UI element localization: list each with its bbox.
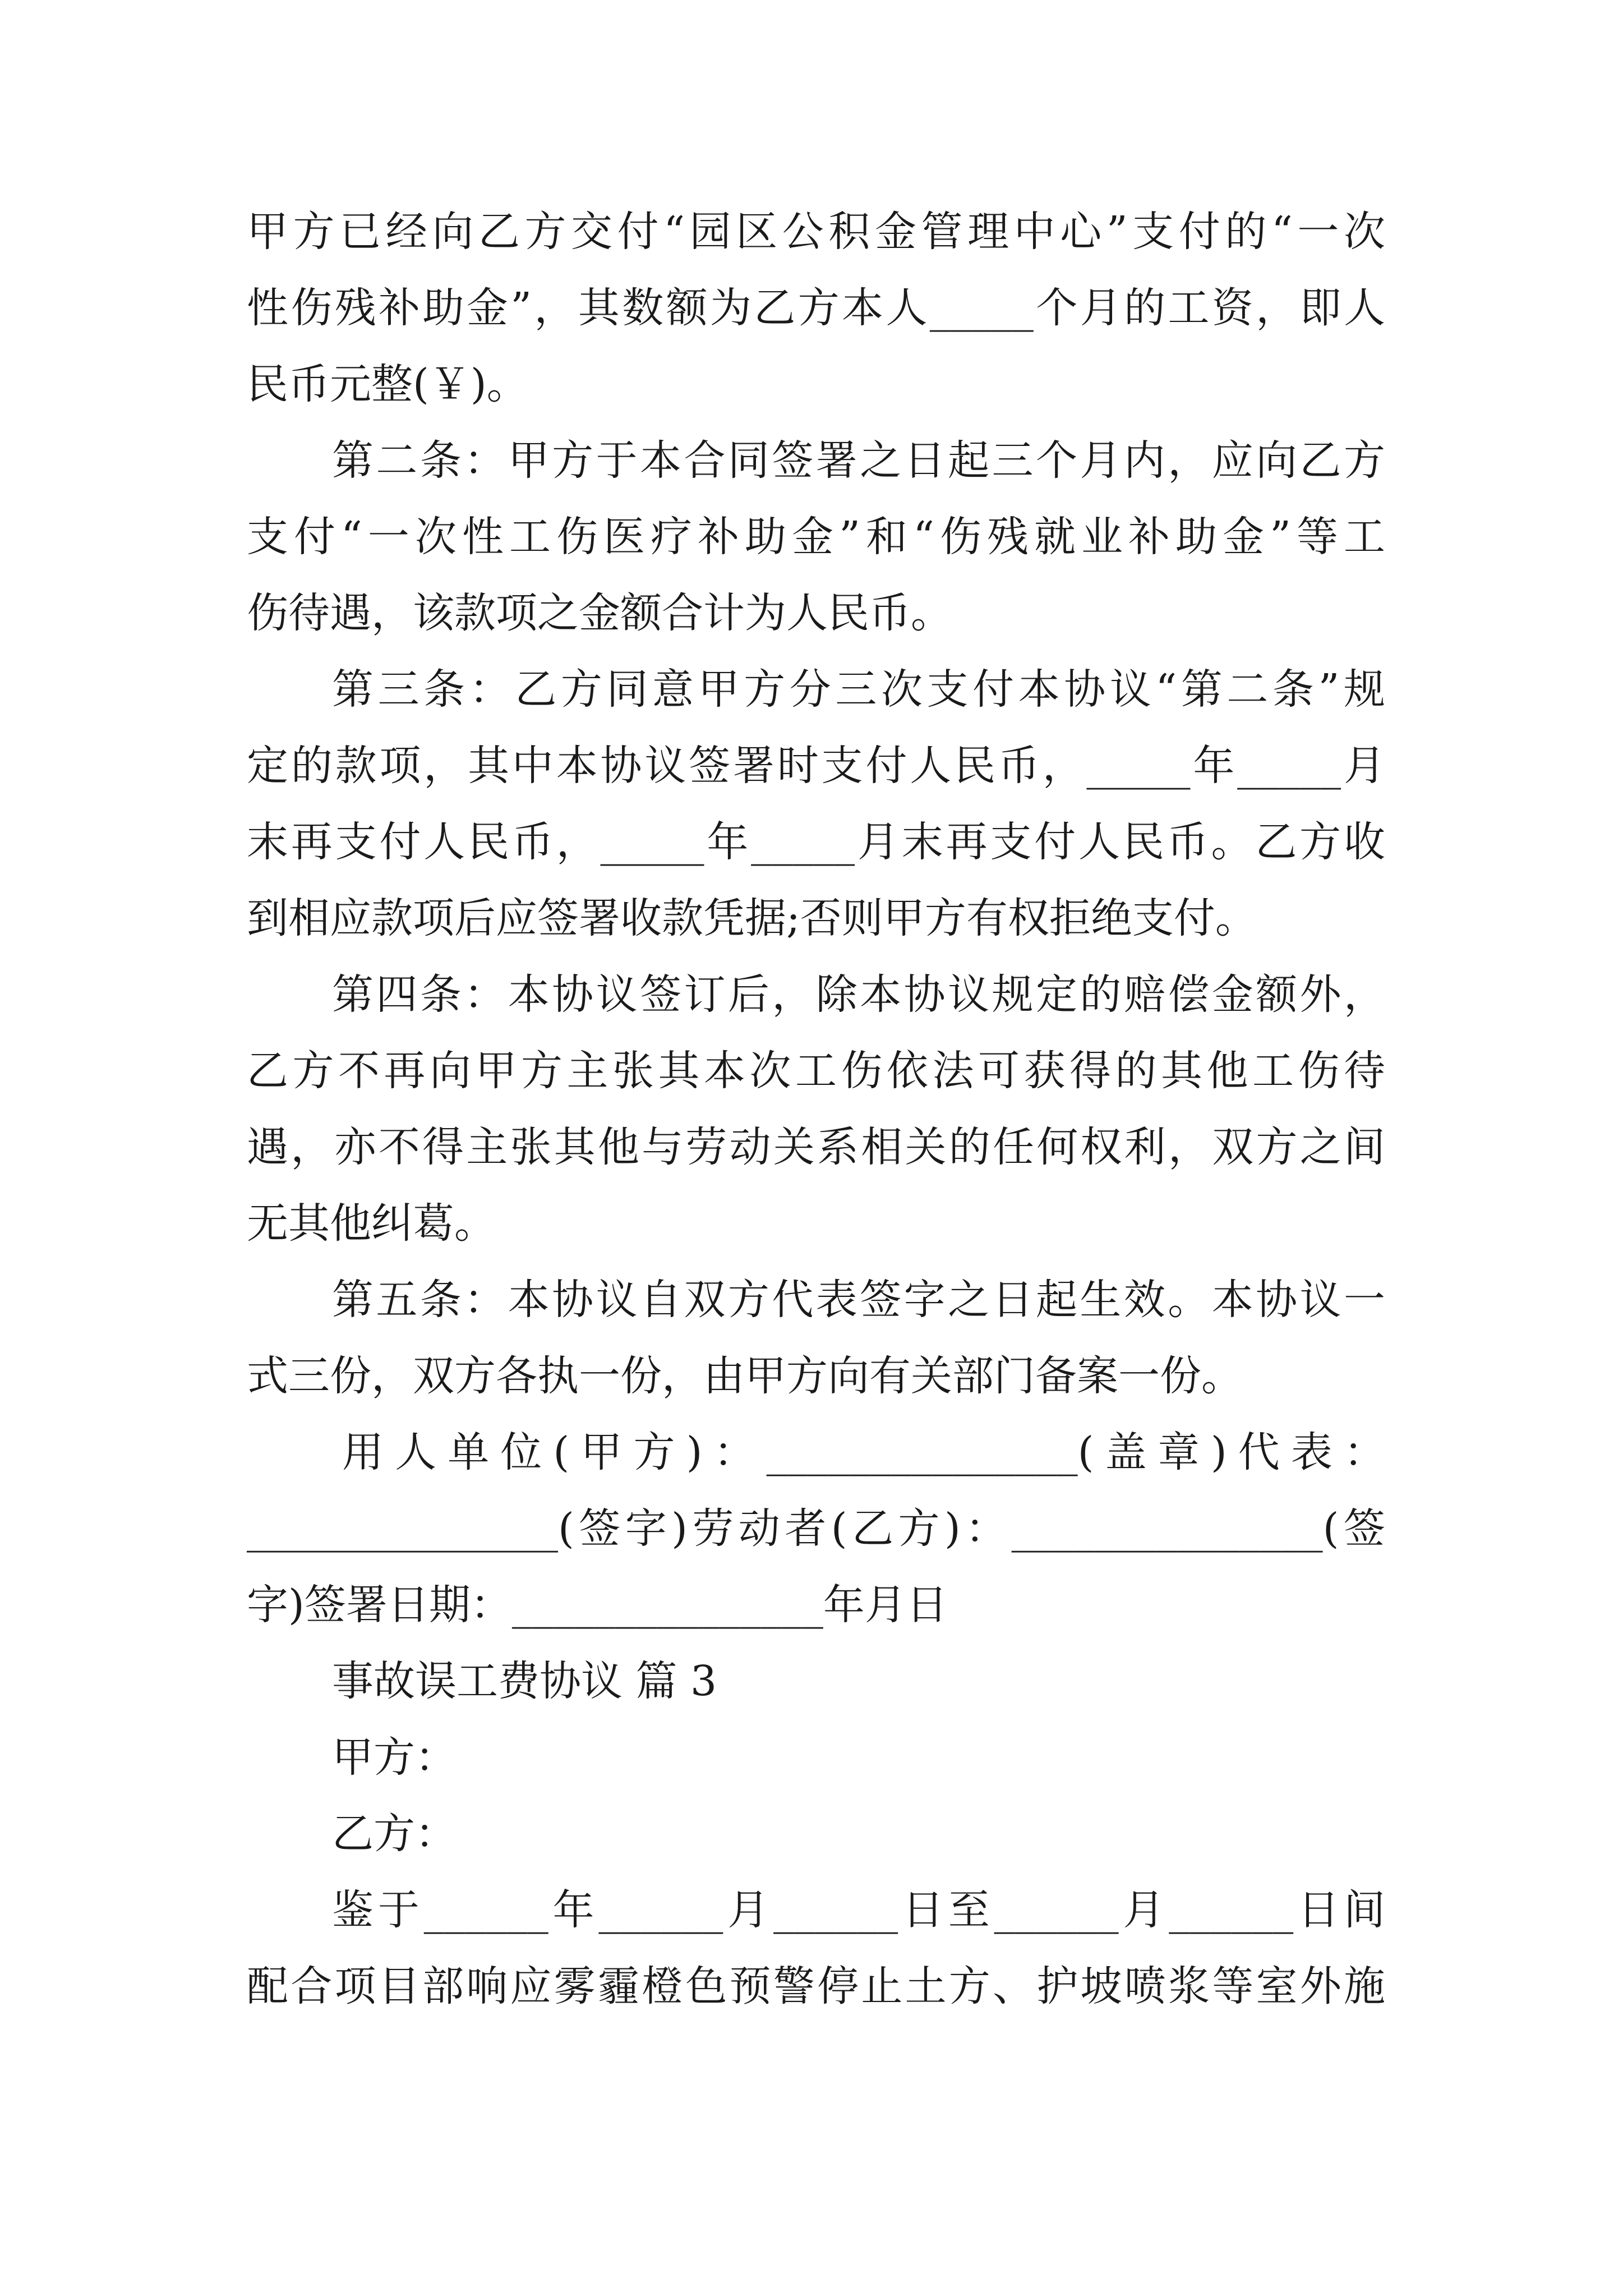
article-3-line: 第三条：乙方同意甲方分三次支付本协议“第二条”规 bbox=[332, 665, 1385, 714]
party-b-label: 乙方： bbox=[332, 1810, 457, 1858]
article-2-line: 第二条：甲方于本合同签署之日起三个月内，应向乙方 bbox=[332, 436, 1385, 485]
article-3-line: 定的款项，其中本协议签署时支付人民币，_____年_____月 bbox=[247, 742, 1385, 790]
article-2-line: 伤待遇，该款项之金额合计为人民币。 bbox=[247, 589, 952, 637]
paragraph-line: 性伤残补助金”，其数额为乙方本人_____个月的工资，即人 bbox=[247, 284, 1385, 332]
signature-line: _______________(签字)劳动者(乙方)：_______________(签 bbox=[247, 1504, 1385, 1553]
paragraph-line: 民币元整(￥)。 bbox=[247, 360, 528, 408]
article-4-line: 无其他纠葛。 bbox=[247, 1199, 496, 1248]
article-4-line: 乙方不再向甲方主张其本次工伤依法可获得的其他工伤待 bbox=[247, 1047, 1385, 1095]
article-5-line: 第五条：本协议自双方代表签字之日起生效。本协议一 bbox=[332, 1276, 1385, 1324]
signature-line: 用人单位(甲方)：_______________(盖章)代表： bbox=[342, 1428, 1385, 1476]
paragraph-line: 鉴于______年______月______日至______月______日间 bbox=[332, 1886, 1385, 1934]
signature-line: 字)签署日期：_______________年月日 bbox=[247, 1581, 948, 1629]
article-2-line: 支付“一次性工伤医疗补助金”和“伤残就业补助金”等工 bbox=[247, 513, 1385, 561]
article-4-line: 第四条：本协议签订后，除本协议规定的赔偿金额外， bbox=[332, 970, 1385, 1019]
section-title: 事故误工费协议 篇 3 bbox=[332, 1657, 717, 1705]
document-page bbox=[247, 194, 1385, 2024]
party-a-label: 甲方： bbox=[332, 1733, 457, 1782]
article-3-line: 末再支付人民币，_____年_____月末再支付人民币。乙方收 bbox=[247, 818, 1385, 866]
paragraph-line: 甲方已经向乙方交付“园区公积金管理中心”支付的“一次 bbox=[247, 208, 1385, 256]
article-3-line: 到相应款项后应签署收款凭据;否则甲方有权拒绝支付。 bbox=[247, 894, 1257, 942]
paragraph-line: 配合项目部响应雾霾橙色预警停止土方、护坡喷浆等室外施 bbox=[247, 1962, 1385, 2010]
article-5-line: 式三份，双方各执一份，由甲方向有关部门备案一份。 bbox=[247, 1352, 1243, 1400]
article-4-line: 遇，亦不得主张其他与劳动关系相关的任何权利，双方之间 bbox=[247, 1123, 1385, 1171]
